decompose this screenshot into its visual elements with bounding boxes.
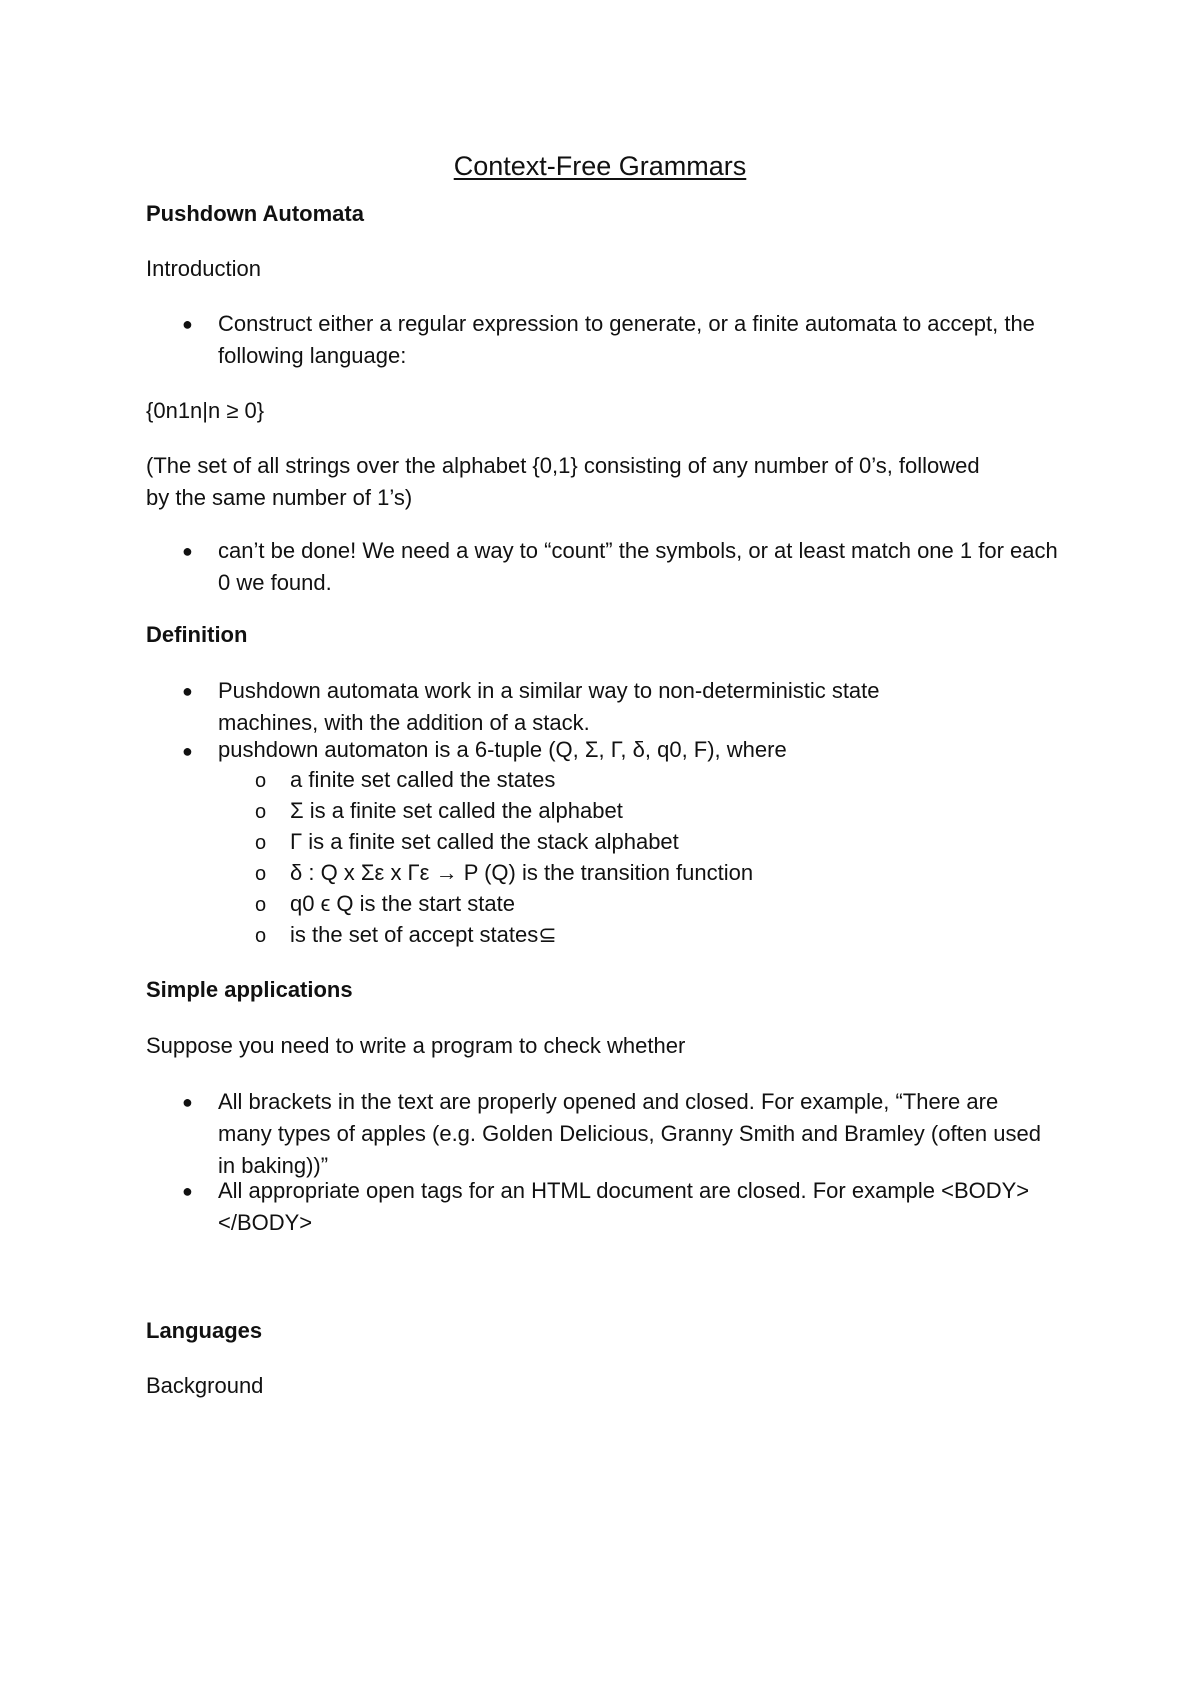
definition-bullet-2: pushdown automaton is a 6-tuple (Q, Σ, Γ, δ, q0, F), where	[218, 737, 787, 762]
intro-bullet-1: Construct either a regular expression to generate, or a finite automata to accept, the following language:	[218, 311, 1035, 368]
heading-definition: Definition	[146, 622, 248, 647]
definition-subitem: Σ is a finite set called the alphabet	[290, 798, 623, 823]
heading-pushdown-automata: Pushdown Automata	[146, 201, 364, 226]
heading-languages: Languages	[146, 1318, 263, 1343]
sub-bullet-marker: o	[255, 863, 267, 885]
heading-introduction: Introduction	[146, 256, 261, 281]
definition-subitem: a finite set called the states	[290, 767, 556, 792]
heading-simple-applications: Simple applications	[146, 977, 353, 1002]
definition-subitem: Γ is a finite set called the stack alphabet	[290, 829, 679, 854]
bullet-marker: ●	[182, 541, 193, 561]
sub-bullet-marker: o	[255, 801, 267, 823]
language-expression: {0n1n|n ≥ 0}	[146, 398, 265, 423]
definition-subitem: δ : Q x Σε x Γε → P (Q) is the transition function	[290, 860, 754, 885]
bullet-marker: ●	[182, 741, 193, 761]
sub-bullet-marker: o	[255, 770, 267, 792]
definition-bullet-1: Pushdown automata work in a similar way to non-deterministic state machines, with the addition of a stack.	[218, 678, 880, 735]
bullet-marker: ●	[182, 314, 193, 334]
sub-bullet-marker: o	[255, 832, 267, 854]
sub-bullet-marker: o	[255, 925, 267, 947]
simple-bullet-1: All brackets in the text are properly opened and closed. For example, “There are many types of apples (e.g. Golden Delicious, Granny Smith and Bramley (often used in baking))”	[218, 1089, 1041, 1178]
language-description: (The set of all strings over the alphabet {0,1} consisting of any number of 0’s, followed by the same number of 1’s)	[146, 453, 980, 510]
definition-subitem: is the set of accept states⊆	[290, 922, 557, 947]
document-title: Context-Free Grammars	[453, 151, 747, 181]
bullet-marker: ●	[182, 1181, 193, 1201]
simple-bullet-2: All appropriate open tags for an HTML document are closed. For example <BODY> </BODY>	[218, 1178, 1030, 1235]
sub-bullet-marker: o	[255, 894, 267, 916]
bullet-marker: ●	[182, 1092, 193, 1112]
intro-bullet-2: can’t be done! We need a way to “count” the symbols, or at least match one 1 for each 0 we found.	[218, 538, 1058, 595]
definition-subitem: q0 ϵ Q is the start state	[290, 891, 515, 916]
simple-applications-intro: Suppose you need to write a program to check whether	[146, 1033, 686, 1058]
bullet-marker: ●	[182, 681, 193, 701]
heading-background: Background	[146, 1373, 264, 1398]
